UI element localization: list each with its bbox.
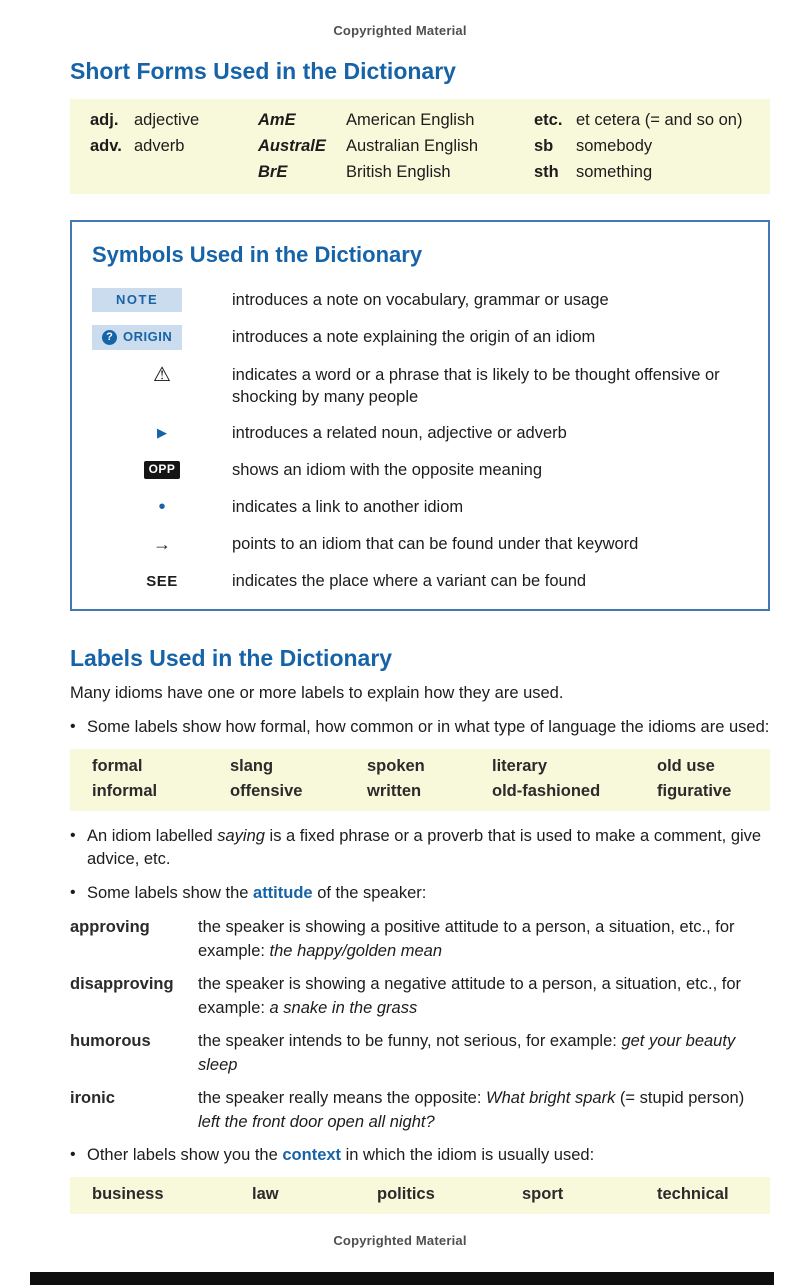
symbol-description: indicates a link to another idiom <box>232 498 464 517</box>
copyright-notice-top: Copyrighted Material <box>333 23 467 38</box>
abbreviation-meaning: somebody <box>576 136 653 155</box>
abbreviation: AustralE <box>258 136 326 155</box>
attitude-term: approving <box>70 918 150 937</box>
label-business: business <box>92 1184 164 1203</box>
attitude-term: disapproving <box>70 974 174 993</box>
label-figurative: figurative <box>657 781 732 800</box>
abbreviation-meaning: British English <box>346 162 451 181</box>
label-formal: formal <box>92 756 143 775</box>
bullet-text: An idiom labelled saying is a fixed phrase or a proverb that is used to make a comment, give advice, etc. <box>87 826 762 868</box>
abbreviation-meaning: Australian English <box>346 136 479 155</box>
copyright-notice-bottom: Copyrighted Material <box>333 1232 467 1248</box>
short-form-entry <box>90 133 258 159</box>
bullet-saying <box>70 825 770 871</box>
link-bullet-icon: • <box>158 496 166 519</box>
label-technical: technical <box>657 1184 729 1203</box>
attitude-row <box>70 1087 770 1135</box>
label-old-fashioned: old-fashioned <box>492 781 601 800</box>
page-edge-scan-bar <box>30 1272 774 1285</box>
short-forms-column-2 <box>258 107 534 185</box>
symbol-description: indicates the place where a variant can be found <box>232 572 587 591</box>
register-column <box>92 754 230 804</box>
list-bullet: • <box>70 826 76 844</box>
label-informal: informal <box>92 781 158 800</box>
short-form-entry <box>90 107 258 133</box>
symbol-row-warning <box>92 363 750 409</box>
short-forms-box <box>70 99 770 194</box>
short-forms-title: Short Forms Used in the Dictionary <box>70 58 456 85</box>
attitude-row <box>70 973 770 1021</box>
symbol-row-opposite <box>92 458 750 482</box>
abbreviation: adj. <box>90 110 119 129</box>
short-form-entry <box>534 159 770 185</box>
attitude-term: ironic <box>70 1088 115 1107</box>
attitude-term: humorous <box>70 1031 151 1050</box>
labels-intro: Many idioms have one or more labels to explain how they are used. <box>70 683 564 702</box>
right-arrow-icon: → <box>153 534 171 555</box>
label-old-use: old use <box>657 756 715 775</box>
symbol-row-arrow <box>92 532 750 556</box>
abbreviation-meaning: American English <box>346 110 475 129</box>
origin-badge <box>92 325 182 349</box>
abbreviation: adv. <box>90 136 122 155</box>
symbols-box <box>70 220 770 611</box>
abbreviation: etc. <box>534 110 563 129</box>
symbol-row-related <box>92 421 750 445</box>
abbreviation: sth <box>534 162 559 181</box>
note-badge: NOTE <box>92 288 182 312</box>
symbol-description: indicates a word or a phrase that is likely to be thought offensive or shocking by many people <box>232 365 720 406</box>
short-forms-column-1 <box>90 107 258 185</box>
register-column <box>492 754 657 804</box>
label-written: written <box>367 781 422 800</box>
symbol-description: introduces a note explaining the origin of an idiom <box>232 328 596 347</box>
origin-badge-label: ORIGIN <box>123 329 173 345</box>
right-triangle-icon: ▶ <box>157 424 167 440</box>
symbol-description: introduces a related noun, adjective or adverb <box>232 424 567 443</box>
symbol-description: points to an idiom that can be found under that keyword <box>232 535 639 554</box>
abbreviation-meaning: adjective <box>134 110 200 129</box>
label-law: law <box>252 1184 279 1203</box>
attitude-description: the speaker is showing a positive attitude to a person, a situation, etc., for example: the happy/golden mean <box>198 918 735 961</box>
short-form-entry <box>258 133 534 159</box>
list-bullet: • <box>70 884 76 902</box>
abbreviation: AmE <box>258 110 296 129</box>
bullet-attitude <box>70 882 770 905</box>
attitude-description: the speaker really means the opposite: What bright spark (= stupid person) left the front door open all night? <box>198 1088 745 1131</box>
register-column <box>230 754 367 804</box>
short-form-entry <box>258 159 534 185</box>
attitude-labels-list <box>70 916 770 1134</box>
abbreviation-meaning: adverb <box>134 136 185 155</box>
bullet-text: Some labels show the attitude of the speaker: <box>87 884 427 903</box>
question-circle-icon: ? <box>102 330 117 345</box>
label-offensive: offensive <box>230 781 303 800</box>
warning-icon: ⚠ <box>153 363 171 386</box>
symbol-row-note <box>92 288 750 312</box>
opp-badge: OPP <box>144 461 181 479</box>
register-column <box>367 754 492 804</box>
bullet-text: Other labels show you the context in which the idiom is usually used: <box>87 1145 595 1164</box>
see-label: SEE <box>146 572 178 590</box>
register-labels-box <box>70 749 770 811</box>
attitude-description: the speaker is showing a negative attitude to a person, a situation, etc., for example: a snake in the grass <box>198 974 741 1017</box>
attitude-row <box>70 916 770 964</box>
attitude-description: the speaker intends to be funny, not serious, for example: get your beauty sleep <box>198 1031 736 1074</box>
abbreviation-meaning: et cetera (= and so on) <box>576 110 743 129</box>
symbol-description: shows an idiom with the opposite meaning <box>232 461 543 480</box>
symbol-row-origin <box>92 325 750 349</box>
list-bullet: • <box>70 717 76 735</box>
labels-title: Labels Used in the Dictionary <box>70 645 393 672</box>
label-sport: sport <box>522 1184 564 1203</box>
label-politics: politics <box>377 1184 435 1203</box>
label-slang: slang <box>230 756 274 775</box>
symbols-title: Symbols Used in the Dictionary <box>92 241 423 267</box>
register-column <box>657 754 770 804</box>
bullet-register <box>70 716 770 739</box>
label-spoken: spoken <box>367 756 425 775</box>
abbreviation-meaning: something <box>576 162 653 181</box>
abbreviation: sb <box>534 136 554 155</box>
short-forms-column-3 <box>534 107 770 185</box>
bullet-context <box>70 1144 770 1167</box>
attitude-row <box>70 1030 770 1078</box>
short-form-entry <box>258 107 534 133</box>
symbol-row-see <box>92 569 750 593</box>
short-form-entry <box>534 133 770 159</box>
label-literary: literary <box>492 756 548 775</box>
list-bullet: • <box>70 1145 76 1163</box>
short-form-entry <box>534 107 770 133</box>
abbreviation: BrE <box>258 162 288 181</box>
symbol-description: introduces a note on vocabulary, grammar or usage <box>232 291 609 310</box>
symbol-row-link <box>92 495 750 519</box>
context-labels-box <box>70 1177 770 1214</box>
bullet-text: Some labels show how formal, how common or in what type of language the idioms are used: <box>87 717 770 736</box>
